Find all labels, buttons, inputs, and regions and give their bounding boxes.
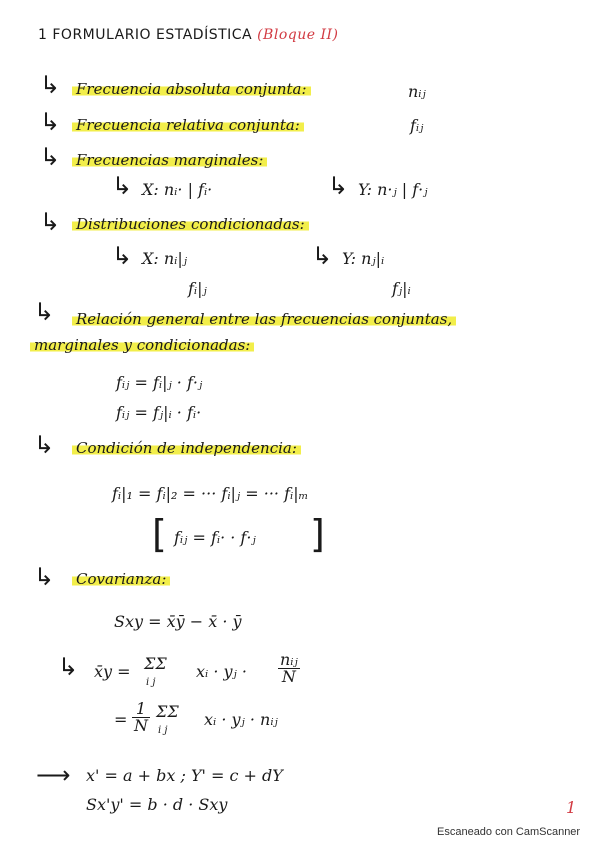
marginal-x: X: nᵢ· | fᵢ· xyxy=(142,180,213,199)
marginals-label: Frecuencias marginales: xyxy=(72,153,267,168)
covariance-term-2: xᵢ · yⱼ · nᵢⱼ xyxy=(204,710,278,729)
marginal-y: Y: n·ⱼ | f·ⱼ xyxy=(358,180,428,199)
scanner-watermark: Escaneado con CamScanner xyxy=(437,826,581,838)
rel-joint-symbol: fᵢⱼ xyxy=(410,116,424,135)
transform-eq-1: x' = a + bx ; Y' = c + dY xyxy=(86,766,283,785)
arrow-icon: ↳ xyxy=(112,242,133,270)
arrow-icon: ↳ xyxy=(58,653,79,681)
fraction-one-over-n xyxy=(132,701,150,734)
independence-label: Condición de independencia: xyxy=(72,441,301,456)
abs-joint-label: Frecuencia absoluta conjunta: xyxy=(72,82,311,97)
covariance-term: xᵢ · yⱼ · xyxy=(196,662,247,681)
page-number: 1 xyxy=(566,798,577,817)
equals-sign: = xyxy=(114,710,128,729)
conditional-label: Distribuciones condicionadas: xyxy=(72,217,309,232)
arrow-icon: ↳ xyxy=(40,143,61,171)
conditional-y-n: Y: nⱼ|ᵢ xyxy=(342,249,385,268)
transform-eq-2: Sx'y' = b · d · Sxy xyxy=(86,795,228,814)
independence-boxed: fᵢⱼ = fᵢ· · f·ⱼ xyxy=(174,528,256,547)
fraction-numerator: nᵢⱼ xyxy=(280,650,298,669)
relation-eq-1: fᵢⱼ = fᵢ|ⱼ · f·ⱼ xyxy=(116,373,203,392)
title-line xyxy=(38,28,339,42)
arrow-icon: ↳ xyxy=(34,298,55,326)
fraction-denominator: N xyxy=(281,667,296,686)
arrow-icon: ↳ xyxy=(40,71,61,99)
fraction xyxy=(278,652,300,685)
page-title: FORMULARIO ESTADÍSTICA xyxy=(52,27,253,43)
long-arrow-icon: ⟶ xyxy=(36,761,71,789)
abs-joint-symbol: nᵢⱼ xyxy=(408,82,426,101)
right-bracket: ] xyxy=(310,512,325,556)
arrow-icon: ↳ xyxy=(40,108,61,136)
conditional-x-n: X: nᵢ|ⱼ xyxy=(142,249,188,268)
arrow-icon: ↳ xyxy=(40,208,61,236)
arrow-icon: ↳ xyxy=(312,242,333,270)
relation-label-1: Relación general entre las frecuencias conjuntas, xyxy=(72,312,456,327)
arrow-icon: ↳ xyxy=(34,563,55,591)
double-sum: ΣΣ xyxy=(144,654,167,673)
covariance-label: Covarianza: xyxy=(72,572,170,587)
sum-index: i j xyxy=(158,725,168,736)
conditional-x-f: fᵢ|ⱼ xyxy=(188,279,207,298)
fraction-numerator: 1 xyxy=(132,701,150,718)
covariance-eq: Sxy = x̄ȳ − x̄ · ȳ xyxy=(114,612,242,631)
rel-joint-label: Frecuencia relativa conjunta: xyxy=(72,118,304,133)
xy-bar-label: x̄y = xyxy=(94,662,131,681)
arrow-icon: ↳ xyxy=(328,172,349,200)
double-sum: ΣΣ xyxy=(156,702,179,721)
conditional-y-f: fⱼ|ᵢ xyxy=(392,279,411,298)
left-bracket: [ xyxy=(152,512,167,556)
sum-index: i j xyxy=(146,677,156,688)
title-accent: (Bloque II) xyxy=(257,27,339,43)
fraction-denominator: N xyxy=(134,716,148,735)
relation-label-2: marginales y condicionadas: xyxy=(30,338,254,353)
title-prefix: 1 xyxy=(38,27,48,43)
independence-eq: fᵢ|₁ = fᵢ|₂ = ··· fᵢ|ⱼ = ··· fᵢ|ₘ xyxy=(112,484,309,503)
arrow-icon: ↳ xyxy=(34,431,55,459)
relation-eq-2: fᵢⱼ = fⱼ|ᵢ · fᵢ· xyxy=(116,403,202,422)
arrow-icon: ↳ xyxy=(112,172,133,200)
